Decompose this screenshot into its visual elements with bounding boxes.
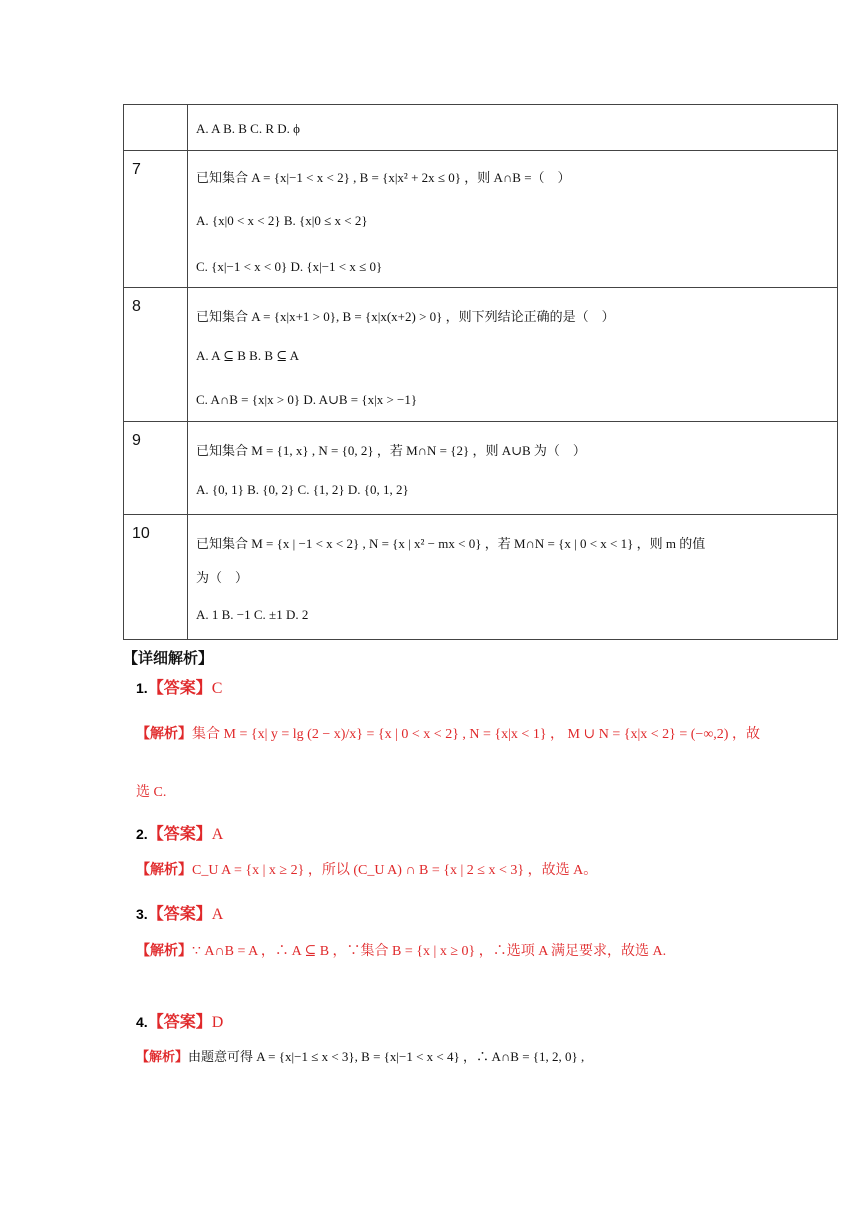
explanation-cont: 选 C.: [136, 785, 167, 800]
explanation-text: C_U A = {x | x ≥ 2} ，所以 (C_U A) ∩ B = {x | 2 ≤ x < 3} ，故选 A。: [192, 863, 598, 878]
explanation-tag: 【解析】: [136, 1049, 189, 1064]
question-body: [188, 515, 838, 640]
question-stem: 已知集合 A = {x|−1 < x < 2} , B = {x|x² + 2x ≤ 0} ，则 A∩B =（ ）: [196, 170, 571, 185]
answer-number: 2.: [136, 826, 148, 842]
question-body: [188, 422, 838, 515]
question-stem: 已知集合 A = {x|x+1 > 0}, B = {x|x(x+2) > 0} ，则下列结论正确的是（ ）: [196, 309, 615, 324]
question-stem: 已知集合 M = {1, x} , N = {0, 2} ，若 M∩N = {2} ，则 A∪B 为（ ）: [196, 443, 586, 458]
options-line: A. 1 B. −1 C. ±1 D. 2: [196, 607, 309, 622]
answer-tag: 【答案】: [147, 906, 212, 923]
question-number: 7: [124, 151, 188, 288]
question-body: [188, 151, 838, 288]
question-number: [124, 105, 188, 151]
answer-tag: 【答案】: [147, 680, 212, 697]
question-table: [123, 104, 838, 640]
explanation: [136, 1046, 584, 1065]
question-body: [188, 105, 838, 151]
question-number: 10: [124, 515, 188, 640]
options-line: C. A∩B = {x|x > 0} D. A∪B = {x|x > −1}: [196, 392, 418, 407]
question-stem: 已知集合 M = {x | −1 < x < 2} , N = {x | x² − mx < 0} ，若 M∩N = {x | 0 < x < 1} ，则 m 的值: [196, 536, 706, 551]
answer-number: 3.: [136, 906, 148, 922]
options-line: A. {x|0 < x < 2} B. {x|0 ≤ x < 2}: [196, 213, 368, 228]
explanation-text: 集合 M = {x| y = lg (2 − x)/x} = {x | 0 < x < 2} , N = {x|x < 1} ， M ∪ N = {x|x < 2} = (−∞,2) ，故: [192, 727, 760, 742]
answer-number: 4.: [136, 1014, 148, 1030]
answer-tag: 【答案】: [147, 826, 212, 843]
explanation-tag: 【解析】: [136, 727, 192, 742]
explanation-text: ∵ A∩B = A ，∴ A ⊆ B ，∵集合 B = {x | x ≥ 0} ，∴选项 A 满足要求，故选 A.: [192, 944, 667, 959]
answer-heading: [136, 675, 222, 698]
answer-letter: D: [211, 1014, 224, 1031]
explanation: [136, 723, 760, 743]
explanation: [136, 940, 666, 960]
options-line: A. A ⊆ B B. B ⊆ A: [196, 348, 300, 363]
question-body: [188, 288, 838, 422]
explanation-tag: 【解析】: [136, 863, 192, 878]
answer-tag: 【答案】: [147, 1014, 212, 1031]
question-stem-cont: 为（ ）: [196, 570, 249, 585]
question-number: 9: [124, 422, 188, 515]
question-number: 8: [124, 288, 188, 422]
explanation-tag: 【解析】: [136, 944, 192, 959]
explanation-text: 由题意可得 A = {x|−1 ≤ x < 3}, B = {x|−1 < x < 4} ，∴ A∩B = {1, 2, 0} ,: [188, 1049, 585, 1064]
answer-number: 1.: [136, 680, 148, 696]
options-line: A. {0, 1} B. {0, 2} C. {1, 2} D. {0, 1, 2}: [196, 482, 409, 497]
answer-heading: [136, 1009, 223, 1032]
explanation: [136, 859, 597, 879]
answer-letter: C: [211, 680, 223, 697]
options-line: C. {x|−1 < x < 0} D. {x|−1 < x ≤ 0}: [196, 259, 383, 274]
answer-letter: A: [211, 826, 224, 843]
answer-heading: [136, 821, 223, 844]
section-title: 【详细解析】: [123, 650, 214, 667]
answer-letter: A: [211, 906, 224, 923]
answer-heading: [136, 901, 223, 924]
options-line: A. A B. B C. R D. ϕ: [196, 121, 301, 136]
